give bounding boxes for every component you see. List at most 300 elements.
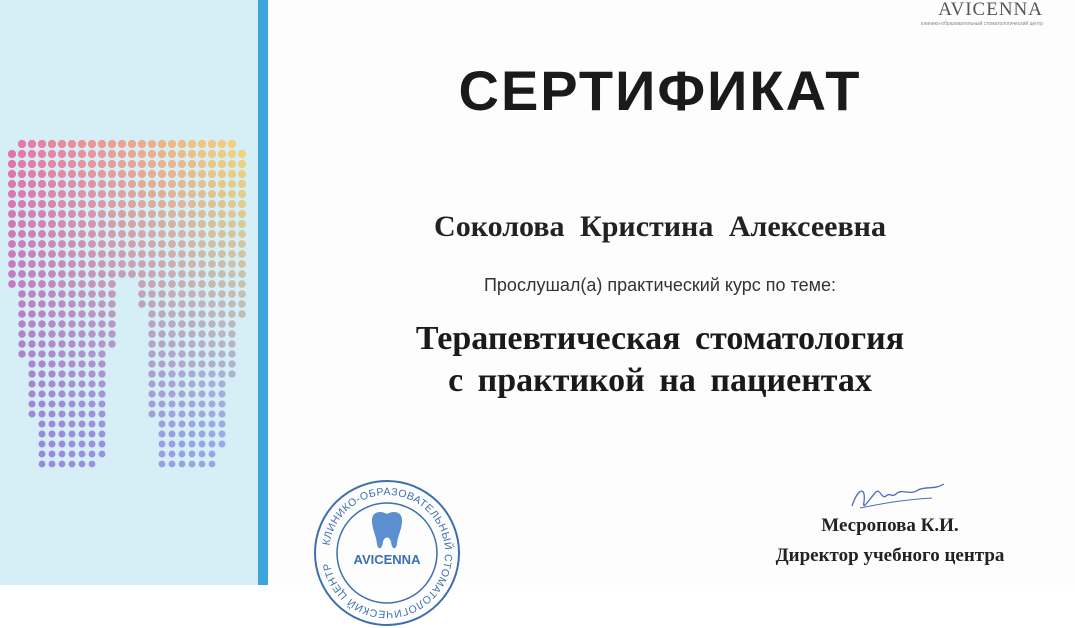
tooth-dot [218, 230, 226, 238]
tooth-dot [178, 250, 186, 258]
tooth-dot [218, 320, 225, 327]
tooth-dot [158, 220, 166, 228]
tooth-dot [168, 190, 176, 198]
tooth-dot [188, 250, 196, 258]
tooth-dot [128, 240, 136, 248]
tooth-dot [108, 200, 116, 208]
tooth-dot [78, 180, 86, 188]
tooth-dot [188, 290, 196, 298]
tooth-dot [168, 330, 175, 337]
tooth-dot [88, 360, 95, 367]
tooth-dot [218, 330, 225, 337]
tooth-dot [218, 280, 226, 288]
tooth-dot [99, 441, 106, 448]
tooth-dot [198, 150, 206, 158]
tooth-dot [28, 210, 36, 218]
tooth-dot [18, 340, 25, 347]
tooth-dot [58, 330, 65, 337]
tooth-dot [68, 350, 75, 357]
tooth-dot [188, 140, 196, 148]
tooth-dot [168, 240, 176, 248]
tooth-dot [38, 250, 46, 258]
tooth-dot [78, 380, 85, 387]
tooth-dot [148, 400, 155, 407]
tooth-dot [58, 320, 65, 327]
tooth-dot [178, 400, 185, 407]
tooth-dot [218, 180, 226, 188]
tooth-dot [68, 360, 75, 367]
tooth-dot [208, 390, 215, 397]
tooth-dot [208, 160, 216, 168]
tooth-dot [228, 250, 236, 258]
tooth-dot [178, 280, 186, 288]
tooth-dot [18, 210, 26, 218]
tooth-dot [38, 180, 46, 188]
tooth-dot [59, 431, 66, 438]
tooth-dot [18, 230, 26, 238]
tooth-dot [48, 400, 55, 407]
tooth-dot [58, 290, 66, 298]
tooth-dot [89, 451, 96, 458]
tooth-dot [158, 170, 166, 178]
tooth-dot [28, 320, 35, 327]
tooth-dot [188, 320, 195, 327]
tooth-dot [238, 240, 246, 248]
tooth-dot [198, 230, 206, 238]
tooth-dot [148, 190, 156, 198]
tooth-dot [98, 320, 105, 327]
tooth-dot [138, 300, 146, 308]
dotted-tooth-icon [0, 130, 258, 470]
tooth-dot [238, 210, 246, 218]
tooth-dot [28, 150, 36, 158]
tooth-dot [228, 150, 236, 158]
tooth-dot [198, 190, 206, 198]
tooth-dot [78, 390, 85, 397]
tooth-dot [48, 300, 56, 308]
tooth-dot [158, 140, 166, 148]
tooth-dot [238, 290, 246, 298]
tooth-dot [198, 390, 205, 397]
tooth-dot [228, 340, 235, 347]
tooth-dot [198, 350, 205, 357]
tooth-dot [178, 380, 185, 387]
tooth-dot [78, 370, 85, 377]
tooth-dot [238, 230, 246, 238]
tooth-dot [89, 431, 96, 438]
tooth-dot [39, 451, 46, 458]
tooth-dot [128, 230, 136, 238]
tooth-dot [88, 270, 96, 278]
tooth-dot [238, 220, 246, 228]
tooth-dot [88, 150, 96, 158]
tooth-dot [198, 330, 205, 337]
tooth-dot [159, 431, 166, 438]
tooth-dot [208, 310, 216, 318]
tooth-dot [208, 350, 215, 357]
tooth-dot [208, 300, 216, 308]
tooth-dot [219, 441, 226, 448]
tooth-dot [168, 360, 175, 367]
tooth-dot [98, 210, 106, 218]
tooth-dot [128, 220, 136, 228]
tooth-dot [98, 200, 106, 208]
tooth-dot [59, 441, 66, 448]
tooth-dot [128, 250, 136, 258]
tooth-dot [58, 400, 65, 407]
tooth-dot [98, 280, 106, 288]
tooth-dot [228, 220, 236, 228]
tooth-dot [118, 260, 126, 268]
tooth-dot [78, 410, 85, 417]
tooth-dot [178, 390, 185, 397]
tooth-dot [158, 150, 166, 158]
tooth-dot [18, 320, 25, 327]
tooth-dot [168, 420, 175, 427]
tooth-dot [148, 270, 156, 278]
tooth-dot [218, 240, 226, 248]
tooth-dot [8, 170, 16, 178]
tooth-dot [68, 410, 75, 417]
tooth-dot [228, 210, 236, 218]
tooth-dot [238, 280, 246, 288]
tooth-dot [228, 180, 236, 188]
tooth-dot [168, 270, 176, 278]
tooth-dot [38, 200, 46, 208]
tooth-dot [48, 210, 56, 218]
tooth-dot [98, 170, 106, 178]
tooth-dot [8, 190, 16, 198]
tooth-dot [68, 230, 76, 238]
tooth-dot [218, 140, 226, 148]
recipient-name: Соколова Кристина Алексеевна [434, 210, 886, 243]
tooth-dot [68, 170, 76, 178]
tooth-dot [58, 380, 65, 387]
tooth-dot [88, 340, 95, 347]
tooth-dot [79, 451, 86, 458]
tooth-dot [58, 280, 66, 288]
tooth-dot [18, 160, 26, 168]
tooth-dot [158, 270, 166, 278]
tooth-dot [218, 390, 225, 397]
tooth-dot [218, 370, 225, 377]
tooth-dot [68, 320, 75, 327]
tooth-dot [58, 240, 66, 248]
tooth-dot [38, 290, 46, 298]
tooth-dot [88, 190, 96, 198]
tooth-dot [88, 210, 96, 218]
tooth-dot [188, 420, 195, 427]
tooth-dot [128, 210, 136, 218]
tooth-dot [28, 250, 36, 258]
tooth-dot [28, 180, 36, 188]
tooth-dot [148, 360, 155, 367]
tooth-dot [179, 461, 186, 468]
tooth-dot [98, 220, 106, 228]
tooth-dot [69, 451, 76, 458]
tooth-dot [18, 260, 26, 268]
tooth-dot [158, 310, 166, 318]
tooth-dot [89, 441, 96, 448]
tooth-dot [238, 250, 246, 258]
tooth-dot [88, 300, 96, 308]
tooth-dot [88, 330, 95, 337]
tooth-dot [179, 451, 186, 458]
tooth-dot [48, 360, 55, 367]
tooth-dot [88, 400, 95, 407]
tooth-dot [98, 140, 106, 148]
decorative-blue-stripe [258, 0, 268, 585]
tooth-dot [189, 431, 196, 438]
tooth-dot [118, 190, 126, 198]
tooth-dot [208, 200, 216, 208]
tooth-dot [209, 461, 216, 468]
tooth-dot [8, 180, 16, 188]
tooth-dot [108, 180, 116, 188]
tooth-dot [68, 190, 76, 198]
course-title-line-1: Терапевтическая стоматология [415, 320, 905, 357]
tooth-dot [199, 431, 206, 438]
tooth-dot [98, 400, 105, 407]
tooth-dot [168, 310, 176, 318]
tooth-dot [148, 260, 156, 268]
tooth-dot [208, 420, 215, 427]
tooth-dot [228, 200, 236, 208]
tooth-dot [38, 380, 45, 387]
tooth-dot [68, 380, 75, 387]
tooth-dot [148, 410, 155, 417]
tooth-dot [28, 220, 36, 228]
tooth-dot [128, 200, 136, 208]
tooth-dot [208, 220, 216, 228]
tooth-dot [58, 360, 65, 367]
tooth-dot [178, 200, 186, 208]
course-title-line-2: с практикой на пациентах [448, 362, 872, 399]
tooth-dot [168, 380, 175, 387]
tooth-dot [18, 250, 26, 258]
tooth-dot [108, 250, 116, 258]
tooth-dot [208, 180, 216, 188]
tooth-dot [8, 270, 16, 278]
tooth-dot [39, 461, 46, 468]
tooth-dot [178, 290, 186, 298]
tooth-dot [178, 220, 186, 228]
tooth-dot [28, 240, 36, 248]
tooth-dot [68, 280, 76, 288]
tooth-dot [118, 230, 126, 238]
tooth-dot [168, 350, 175, 357]
tooth-dot [38, 410, 45, 417]
tooth-dot [208, 260, 216, 268]
tooth-dot [18, 170, 26, 178]
tooth-dot [68, 150, 76, 158]
tooth-dot [38, 420, 45, 427]
tooth-dot [108, 290, 116, 298]
tooth-dot [49, 461, 56, 468]
tooth-dot [68, 390, 75, 397]
tooth-dot [208, 380, 215, 387]
tooth-dot [158, 380, 165, 387]
tooth-dot [138, 150, 146, 158]
tooth-dot [188, 160, 196, 168]
tooth-dot [68, 210, 76, 218]
tooth-dot [168, 280, 176, 288]
tooth-dot [189, 451, 196, 458]
tooth-dot [78, 300, 86, 308]
tooth-dot [158, 250, 166, 258]
tooth-dot [18, 190, 26, 198]
tooth-dot [158, 210, 166, 218]
tooth-dot [138, 190, 146, 198]
tooth-dot [98, 270, 106, 278]
tooth-dot [218, 360, 225, 367]
tooth-dot [58, 200, 66, 208]
tooth-dot [98, 340, 105, 347]
tooth-dot [158, 400, 165, 407]
tooth-dot [148, 160, 156, 168]
tooth-dot [138, 210, 146, 218]
tooth-dot [168, 140, 176, 148]
tooth-dot [88, 280, 96, 288]
tooth-dot [38, 280, 46, 288]
tooth-dot [218, 410, 225, 417]
tooth-dot [88, 260, 96, 268]
tooth-dot [58, 160, 66, 168]
tooth-dot [188, 230, 196, 238]
tooth-dot [148, 150, 156, 158]
clinic-stamp [312, 478, 462, 628]
tooth-dot [28, 370, 35, 377]
tooth-dot [58, 270, 66, 278]
tooth-dot [48, 250, 56, 258]
tooth-dot [178, 410, 185, 417]
tooth-dot [48, 200, 56, 208]
tooth-dot [218, 150, 226, 158]
tooth-dot [28, 140, 36, 148]
tooth-dot [98, 380, 105, 387]
tooth-dot [88, 180, 96, 188]
tooth-dot [98, 150, 106, 158]
tooth-dot [18, 220, 26, 228]
tooth-dot [219, 431, 226, 438]
tooth-dot [228, 290, 236, 298]
tooth-dot [49, 441, 56, 448]
tooth-dot [158, 280, 166, 288]
tooth-dot [158, 240, 166, 248]
tooth-dot [208, 170, 216, 178]
tooth-dot [58, 310, 66, 318]
tooth-dot [68, 290, 76, 298]
tooth-dot [178, 320, 185, 327]
tooth-dot [18, 300, 26, 308]
tooth-dot [38, 400, 45, 407]
tooth-dot [198, 310, 206, 318]
tooth-dot [98, 420, 105, 427]
tooth-dot [198, 250, 206, 258]
tooth-dot [148, 350, 155, 357]
brand-logo [921, 0, 1043, 27]
tooth-dot [59, 461, 66, 468]
tooth-dot [159, 441, 166, 448]
tooth-dot [108, 300, 116, 308]
tooth-dot [148, 210, 156, 218]
tooth-dot [58, 210, 66, 218]
tooth-dot [189, 441, 196, 448]
tooth-dot [218, 290, 226, 298]
tooth-dot [58, 410, 65, 417]
tooth-dot [79, 431, 86, 438]
tooth-dot [168, 160, 176, 168]
tooth-dot [238, 200, 246, 208]
tooth-dot [68, 180, 76, 188]
tooth-dot [78, 170, 86, 178]
tooth-dot [98, 230, 106, 238]
tooth-dot [68, 330, 75, 337]
tooth-dot [158, 230, 166, 238]
tooth-dot [78, 140, 86, 148]
tooth-dot [198, 340, 205, 347]
tooth-dot [148, 140, 156, 148]
tooth-dot [18, 240, 26, 248]
tooth-dot [148, 330, 155, 337]
tooth-dot [218, 270, 226, 278]
tooth-dot [238, 180, 246, 188]
tooth-dot [98, 250, 106, 258]
tooth-dot [198, 420, 205, 427]
tooth-dot [108, 170, 116, 178]
tooth-dot [168, 180, 176, 188]
tooth-dot [118, 140, 126, 148]
tooth-dot [8, 260, 16, 268]
tooth-dot [68, 140, 76, 148]
tooth-dot [228, 370, 235, 377]
tooth-dot [78, 340, 85, 347]
tooth-dot [78, 350, 85, 357]
tooth-dot [208, 250, 216, 258]
tooth-dot [158, 420, 165, 427]
tooth-dot [38, 320, 45, 327]
tooth-dot [148, 200, 156, 208]
tooth-dot [68, 240, 76, 248]
tooth-dot [128, 190, 136, 198]
tooth-dot [198, 290, 206, 298]
tooth-dot [179, 431, 186, 438]
tooth-dot [138, 250, 146, 258]
tooth-dot [108, 270, 116, 278]
tooth-dot [228, 190, 236, 198]
tooth-dot [158, 410, 165, 417]
tooth-dot [218, 160, 226, 168]
tooth-dot [208, 140, 216, 148]
tooth-dot [178, 350, 185, 357]
tooth-dot [178, 370, 185, 377]
tooth-dot [178, 420, 185, 427]
tooth-dot [8, 280, 16, 288]
tooth-dot [198, 320, 205, 327]
tooth-dot [48, 350, 55, 357]
tooth-dot [88, 200, 96, 208]
tooth-dot [118, 270, 126, 278]
tooth-dot [68, 310, 76, 318]
tooth-dot [88, 380, 95, 387]
tooth-dot [168, 400, 175, 407]
tooth-dot [98, 390, 105, 397]
tooth-dot [48, 140, 56, 148]
tooth-dot [38, 310, 46, 318]
tooth-dot [68, 220, 76, 228]
tooth-dot [98, 310, 106, 318]
tooth-dot [218, 260, 226, 268]
